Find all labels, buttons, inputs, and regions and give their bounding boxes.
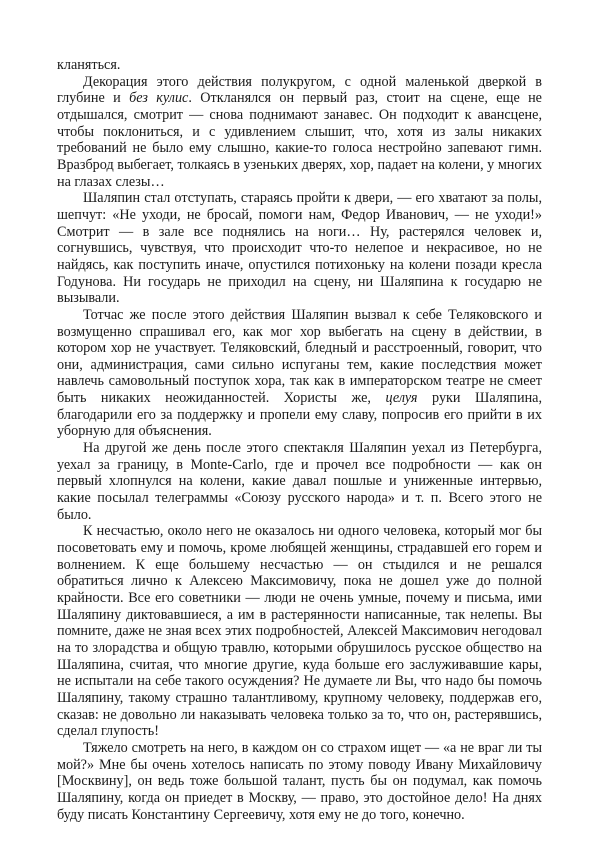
text-segment: кланяться. bbox=[57, 57, 121, 73]
paragraph-0 bbox=[57, 57, 542, 74]
text-segment: Шаляпин стал отступать, стараясь пройти к двери, — его хватают за полы, шепчут: «Не уходи, не бросай, помоги нам, Федор Иванович, — не уходи!» Смотрит — в зале все поднялись на ноги… Ну, растерялся человек и, согнувшись, чувствуя, что происходит что-то нелепое и некрасивое, но не найдясь, как поступить иначе, опустился потихоньку на колени позади кресла Годунова. Ни государь не приходил на сцену, ни Шаляпина к государю не вызывали. bbox=[57, 190, 542, 307]
paragraph-5 bbox=[57, 523, 542, 740]
text-segment: Тотчас же после этого действия Шаляпин вызвал к себе Теляковского и возмущенно спрашивал его, как мог хор выбегать на сцену в действии, в котором хор не участвует. Теляковский, бледный и расстроенный, говорит, что они, администрация, сами сильно испуганы тем, какие последствия может навлечь самовольный поступок хора, так как в императорском театре не смеет быть никаких неожиданностей. Хористы же, bbox=[57, 306, 542, 407]
text-segment: руки Шаляпина, благодарили его за поддержку и пропели ему славу, попросив его прийти в их уборную для объяснения. bbox=[57, 390, 543, 440]
paragraph-3 bbox=[57, 307, 542, 440]
text-segment: К несчастью, около него не оказалось ни одного человека, который мог бы посоветовать ему и помочь, кроме любящей женщины, страдавшей его горем и волнением. К еще большему несчастью — он стыдился и не решался обратиться лично к Алексею Максимовичу, пока не дошел уже до полной крайности. Все его советники — люди не очень умные, почему и письма, ими Шаляпину диктовавшиеся, а им в растерянности написанные, так нелепы. Вы помните, даже не зная всех этих подробностей, Алексей Максимович негодовал на то злорадства и общую травлю, которыми обрушилось русское общество на Шаляпина, считая, что многие другие, куда больше его заслуживавшие кары, не испытали на себе такого осуждения? Не думаете ли Вы, что надо бы помочь Шаляпину, такому страшно талантливому, крупному человеку, поддержав его, сказав: не довольно ли наказывать человека только за то, что он, растерявшись, сделал глупость! bbox=[57, 523, 542, 740]
italic-text-segment: целуя bbox=[385, 390, 418, 407]
paragraph-1 bbox=[57, 74, 542, 191]
text-segment: Декорация этого действия полукругом, с одной маленькой дверкой в глубине и bbox=[57, 73, 542, 107]
paragraph-2 bbox=[57, 190, 542, 307]
paragraph-6 bbox=[57, 740, 542, 823]
document-page bbox=[57, 57, 542, 823]
paragraph-4 bbox=[57, 440, 542, 523]
italic-text-segment: без кулис bbox=[129, 90, 189, 107]
text-segment: На другой же день после этого спектакля Шаляпин уехал из Петербурга, уехал за границу, в Monte-Carlo, где и прочел все подробности — как он первый хлопнулся на колени, какие давал пошлые и униженные интервью, какие посылал телеграммы «Союзу русского народа» и т. п. Всего этого не было. bbox=[57, 440, 542, 523]
text-segment: . Откланялся он первый раз, стоит на сцене, еще не отдышался, смотрит — снова поднимают занавес. Он подходит к авансцене, чтобы поклониться, и с удивлением слышит, что, хотя из залы никаких требований не было ему слышно, какие-то голоса нестройно запевают гимн. Вразброд выбегает, толкаясь в узеньких дверях, хор, падает на колени, у многих на глазах слезы… bbox=[57, 90, 542, 190]
text-segment: Тяжело смотреть на него, в каждом он со страхом ищет — «а не враг ли ты мой?» Мне бы очень хотелось написать по этому поводу Ивану Михайловичу [Москвину], он ведь тоже большой талант, пусть бы он подумал, как помочь Шаляпину, когда он приедет в Москву, — право, это достойное дело! На днях буду писать Константину Сергеевичу, хотя ему не до того, конечно. bbox=[57, 739, 542, 823]
